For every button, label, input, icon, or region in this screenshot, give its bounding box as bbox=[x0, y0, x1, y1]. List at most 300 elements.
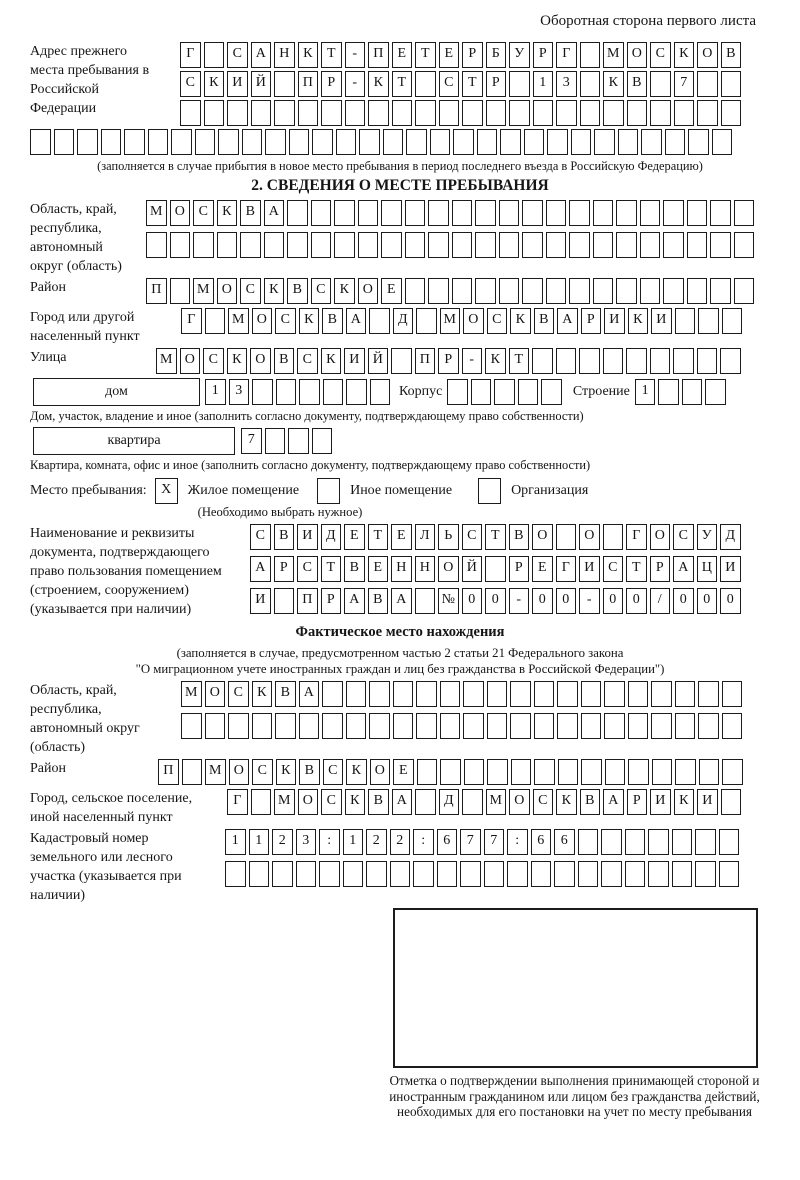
char-cell[interactable] bbox=[688, 129, 709, 155]
char-cell[interactable]: 0 bbox=[462, 588, 483, 614]
char-cell[interactable] bbox=[148, 129, 169, 155]
char-cell[interactable] bbox=[625, 829, 646, 855]
char-cell[interactable] bbox=[228, 713, 249, 739]
char-cell[interactable] bbox=[616, 200, 637, 226]
char-cell[interactable]: И bbox=[604, 308, 625, 334]
char-cell[interactable]: К bbox=[321, 348, 342, 374]
char-cell[interactable] bbox=[672, 861, 693, 887]
char-cell[interactable]: Р bbox=[486, 71, 507, 97]
char-cell[interactable] bbox=[452, 232, 473, 258]
char-cell[interactable] bbox=[439, 100, 460, 126]
char-cell[interactable]: 6 bbox=[554, 829, 575, 855]
char-cell[interactable]: Р bbox=[274, 556, 295, 582]
char-cell[interactable] bbox=[705, 379, 726, 405]
char-cell[interactable]: С bbox=[203, 348, 224, 374]
char-cell[interactable] bbox=[358, 200, 379, 226]
char-cell[interactable]: Й bbox=[368, 348, 389, 374]
char-cell[interactable] bbox=[146, 232, 167, 258]
char-cell[interactable] bbox=[672, 829, 693, 855]
char-cell[interactable] bbox=[697, 348, 718, 374]
char-cell[interactable]: К bbox=[346, 759, 367, 785]
char-cell[interactable] bbox=[381, 232, 402, 258]
char-cell[interactable] bbox=[721, 789, 742, 815]
char-cell[interactable] bbox=[534, 681, 555, 707]
char-cell[interactable]: А bbox=[250, 556, 271, 582]
char-cell[interactable]: О bbox=[532, 524, 553, 550]
char-cell[interactable]: В bbox=[274, 348, 295, 374]
char-cell[interactable]: Л bbox=[415, 524, 436, 550]
char-cell[interactable]: М bbox=[603, 42, 624, 68]
char-cell[interactable] bbox=[289, 129, 310, 155]
char-cell[interactable] bbox=[650, 100, 671, 126]
char-cell[interactable] bbox=[697, 100, 718, 126]
char-cell[interactable] bbox=[509, 71, 530, 97]
char-cell[interactable]: Е bbox=[393, 759, 414, 785]
char-cell[interactable] bbox=[522, 200, 543, 226]
char-cell[interactable] bbox=[627, 100, 648, 126]
char-cell[interactable]: П bbox=[368, 42, 389, 68]
char-cell[interactable]: 6 bbox=[437, 829, 458, 855]
char-cell[interactable] bbox=[712, 129, 733, 155]
char-cell[interactable] bbox=[651, 681, 672, 707]
char-cell[interactable] bbox=[557, 713, 578, 739]
char-cell[interactable] bbox=[428, 232, 449, 258]
char-cell[interactable]: 0 bbox=[603, 588, 624, 614]
char-cell[interactable] bbox=[556, 100, 577, 126]
char-cell[interactable] bbox=[415, 71, 436, 97]
char-cell[interactable]: С bbox=[603, 556, 624, 582]
char-cell[interactable] bbox=[296, 861, 317, 887]
char-cell[interactable] bbox=[687, 200, 708, 226]
char-cell[interactable]: К bbox=[298, 42, 319, 68]
char-cell[interactable] bbox=[218, 129, 239, 155]
char-cell[interactable]: Д bbox=[321, 524, 342, 550]
char-cell[interactable] bbox=[675, 681, 696, 707]
char-cell[interactable] bbox=[487, 713, 508, 739]
char-cell[interactable]: К bbox=[299, 308, 320, 334]
char-cell[interactable]: С bbox=[650, 42, 671, 68]
char-cell[interactable] bbox=[370, 379, 391, 405]
char-cell[interactable] bbox=[366, 861, 387, 887]
char-cell[interactable] bbox=[663, 278, 684, 304]
char-cell[interactable]: Т bbox=[462, 71, 483, 97]
char-cell[interactable] bbox=[640, 232, 661, 258]
char-cell[interactable] bbox=[569, 200, 590, 226]
char-cell[interactable] bbox=[204, 42, 225, 68]
char-cell[interactable]: Р bbox=[581, 308, 602, 334]
char-cell[interactable]: Т bbox=[485, 524, 506, 550]
char-cell[interactable] bbox=[603, 100, 624, 126]
char-cell[interactable] bbox=[604, 681, 625, 707]
char-cell[interactable] bbox=[288, 428, 309, 454]
char-cell[interactable]: К bbox=[485, 348, 506, 374]
char-cell[interactable]: О bbox=[358, 278, 379, 304]
char-cell[interactable] bbox=[650, 348, 671, 374]
char-cell[interactable] bbox=[648, 829, 669, 855]
char-cell[interactable] bbox=[415, 100, 436, 126]
char-cell[interactable] bbox=[524, 129, 545, 155]
char-cell[interactable] bbox=[532, 348, 553, 374]
char-cell[interactable]: - bbox=[345, 42, 366, 68]
char-cell[interactable] bbox=[205, 713, 226, 739]
char-cell[interactable]: С bbox=[533, 789, 554, 815]
char-cell[interactable] bbox=[593, 232, 614, 258]
char-cell[interactable] bbox=[556, 348, 577, 374]
char-cell[interactable]: С bbox=[228, 681, 249, 707]
char-cell[interactable]: О bbox=[180, 348, 201, 374]
char-cell[interactable]: М bbox=[486, 789, 507, 815]
char-cell[interactable] bbox=[580, 100, 601, 126]
char-cell[interactable]: Г bbox=[556, 42, 577, 68]
char-cell[interactable] bbox=[265, 129, 286, 155]
char-cell[interactable] bbox=[499, 278, 520, 304]
char-cell[interactable]: Т bbox=[626, 556, 647, 582]
char-cell[interactable] bbox=[510, 713, 531, 739]
char-cell[interactable] bbox=[369, 308, 390, 334]
char-cell[interactable] bbox=[722, 759, 743, 785]
char-cell[interactable]: К bbox=[674, 42, 695, 68]
char-cell[interactable] bbox=[581, 681, 602, 707]
char-cell[interactable] bbox=[464, 759, 485, 785]
char-cell[interactable]: К bbox=[510, 308, 531, 334]
char-cell[interactable] bbox=[477, 129, 498, 155]
char-cell[interactable]: Е bbox=[381, 278, 402, 304]
char-cell[interactable] bbox=[251, 789, 272, 815]
char-cell[interactable]: С bbox=[311, 278, 332, 304]
char-cell[interactable]: К bbox=[227, 348, 248, 374]
char-cell[interactable] bbox=[274, 588, 295, 614]
char-cell[interactable]: 1 bbox=[225, 829, 246, 855]
char-cell[interactable]: 0 bbox=[532, 588, 553, 614]
char-cell[interactable]: И bbox=[720, 556, 741, 582]
char-cell[interactable] bbox=[475, 232, 496, 258]
char-cell[interactable] bbox=[499, 200, 520, 226]
char-cell[interactable]: О bbox=[252, 308, 273, 334]
char-cell[interactable] bbox=[601, 829, 622, 855]
char-cell[interactable]: В bbox=[274, 524, 295, 550]
char-cell[interactable]: О bbox=[229, 759, 250, 785]
char-cell[interactable]: Р bbox=[321, 588, 342, 614]
char-cell[interactable]: О bbox=[217, 278, 238, 304]
char-cell[interactable] bbox=[170, 278, 191, 304]
char-cell[interactable] bbox=[626, 348, 647, 374]
char-cell[interactable] bbox=[312, 129, 333, 155]
char-cell[interactable]: Ь bbox=[438, 524, 459, 550]
char-cell[interactable] bbox=[651, 713, 672, 739]
char-cell[interactable]: - bbox=[345, 71, 366, 97]
char-cell[interactable] bbox=[522, 232, 543, 258]
char-cell[interactable] bbox=[695, 829, 716, 855]
char-cell[interactable] bbox=[452, 278, 473, 304]
char-cell[interactable]: С bbox=[193, 200, 214, 226]
char-cell[interactable]: О bbox=[463, 308, 484, 334]
char-cell[interactable]: В bbox=[368, 588, 389, 614]
char-cell[interactable]: С bbox=[297, 348, 318, 374]
char-cell[interactable]: И bbox=[579, 556, 600, 582]
char-cell[interactable] bbox=[593, 200, 614, 226]
char-cell[interactable]: 7 bbox=[241, 428, 262, 454]
char-cell[interactable] bbox=[484, 861, 505, 887]
char-cell[interactable] bbox=[287, 232, 308, 258]
char-cell[interactable] bbox=[346, 681, 367, 707]
char-cell[interactable]: В bbox=[299, 759, 320, 785]
char-cell[interactable]: В bbox=[240, 200, 261, 226]
char-cell[interactable] bbox=[124, 129, 145, 155]
char-cell[interactable] bbox=[416, 713, 437, 739]
char-cell[interactable]: Г bbox=[227, 789, 248, 815]
char-cell[interactable]: П bbox=[297, 588, 318, 614]
char-cell[interactable] bbox=[499, 232, 520, 258]
char-cell[interactable] bbox=[381, 200, 402, 226]
char-cell[interactable]: / bbox=[650, 588, 671, 614]
char-cell[interactable]: Н bbox=[415, 556, 436, 582]
char-cell[interactable]: Г bbox=[181, 308, 202, 334]
char-cell[interactable]: О bbox=[170, 200, 191, 226]
char-cell[interactable] bbox=[534, 713, 555, 739]
char-cell[interactable]: С bbox=[487, 308, 508, 334]
char-cell[interactable]: О bbox=[509, 789, 530, 815]
char-cell[interactable] bbox=[217, 232, 238, 258]
char-cell[interactable] bbox=[648, 861, 669, 887]
char-cell[interactable] bbox=[460, 861, 481, 887]
char-cell[interactable]: С bbox=[439, 71, 460, 97]
char-cell[interactable] bbox=[334, 200, 355, 226]
char-cell[interactable] bbox=[383, 129, 404, 155]
char-cell[interactable] bbox=[276, 379, 297, 405]
char-cell[interactable] bbox=[336, 129, 357, 155]
char-cell[interactable] bbox=[299, 713, 320, 739]
char-cell[interactable]: П bbox=[298, 71, 319, 97]
checkbox-other-premises[interactable] bbox=[317, 478, 340, 504]
char-cell[interactable]: С bbox=[297, 556, 318, 582]
char-cell[interactable]: Д bbox=[720, 524, 741, 550]
char-cell[interactable] bbox=[242, 129, 263, 155]
char-cell[interactable] bbox=[546, 200, 567, 226]
char-cell[interactable]: В bbox=[344, 556, 365, 582]
char-cell[interactable] bbox=[616, 278, 637, 304]
char-cell[interactable]: Ц bbox=[697, 556, 718, 582]
char-cell[interactable] bbox=[710, 232, 731, 258]
char-cell[interactable] bbox=[578, 829, 599, 855]
char-cell[interactable]: К bbox=[276, 759, 297, 785]
char-cell[interactable] bbox=[416, 681, 437, 707]
char-cell[interactable]: Т bbox=[392, 71, 413, 97]
char-cell[interactable] bbox=[311, 232, 332, 258]
char-cell[interactable] bbox=[507, 861, 528, 887]
char-cell[interactable]: И bbox=[297, 524, 318, 550]
char-cell[interactable] bbox=[346, 379, 367, 405]
char-cell[interactable] bbox=[557, 681, 578, 707]
char-cell[interactable]: А bbox=[392, 789, 413, 815]
char-cell[interactable] bbox=[390, 861, 411, 887]
char-cell[interactable] bbox=[453, 129, 474, 155]
char-cell[interactable] bbox=[440, 681, 461, 707]
char-cell[interactable] bbox=[734, 200, 755, 226]
char-cell[interactable] bbox=[54, 129, 75, 155]
char-cell[interactable]: К bbox=[345, 789, 366, 815]
char-cell[interactable] bbox=[578, 861, 599, 887]
char-cell[interactable]: И bbox=[344, 348, 365, 374]
char-cell[interactable]: С bbox=[673, 524, 694, 550]
char-cell[interactable] bbox=[494, 379, 515, 405]
char-cell[interactable]: М bbox=[156, 348, 177, 374]
char-cell[interactable] bbox=[581, 713, 602, 739]
char-cell[interactable]: П bbox=[415, 348, 436, 374]
char-cell[interactable]: Р bbox=[462, 42, 483, 68]
char-cell[interactable] bbox=[593, 278, 614, 304]
char-cell[interactable] bbox=[541, 379, 562, 405]
char-cell[interactable]: П bbox=[158, 759, 179, 785]
char-cell[interactable] bbox=[406, 129, 427, 155]
char-cell[interactable] bbox=[640, 278, 661, 304]
char-cell[interactable]: В bbox=[580, 789, 601, 815]
char-cell[interactable] bbox=[462, 100, 483, 126]
char-cell[interactable] bbox=[682, 379, 703, 405]
char-cell[interactable] bbox=[343, 861, 364, 887]
char-cell[interactable]: 2 bbox=[390, 829, 411, 855]
char-cell[interactable]: А bbox=[299, 681, 320, 707]
char-cell[interactable] bbox=[392, 100, 413, 126]
char-cell[interactable]: К bbox=[264, 278, 285, 304]
char-cell[interactable] bbox=[171, 129, 192, 155]
char-cell[interactable]: А bbox=[557, 308, 578, 334]
char-cell[interactable] bbox=[369, 713, 390, 739]
char-cell[interactable]: С bbox=[227, 42, 248, 68]
char-cell[interactable] bbox=[430, 129, 451, 155]
char-cell[interactable] bbox=[274, 100, 295, 126]
char-cell[interactable]: : bbox=[319, 829, 340, 855]
char-cell[interactable]: 0 bbox=[556, 588, 577, 614]
char-cell[interactable]: Г bbox=[180, 42, 201, 68]
char-cell[interactable] bbox=[640, 200, 661, 226]
char-cell[interactable] bbox=[272, 861, 293, 887]
char-cell[interactable]: 7 bbox=[484, 829, 505, 855]
char-cell[interactable] bbox=[628, 759, 649, 785]
char-cell[interactable]: 7 bbox=[460, 829, 481, 855]
char-cell[interactable]: К bbox=[603, 71, 624, 97]
char-cell[interactable] bbox=[675, 308, 696, 334]
char-cell[interactable] bbox=[698, 308, 719, 334]
char-cell[interactable]: С bbox=[250, 524, 271, 550]
char-cell[interactable]: А bbox=[673, 556, 694, 582]
char-cell[interactable]: 2 bbox=[366, 829, 387, 855]
char-cell[interactable] bbox=[522, 278, 543, 304]
char-cell[interactable] bbox=[369, 681, 390, 707]
char-cell[interactable] bbox=[546, 278, 567, 304]
char-cell[interactable] bbox=[486, 100, 507, 126]
char-cell[interactable] bbox=[463, 713, 484, 739]
char-cell[interactable] bbox=[413, 861, 434, 887]
char-cell[interactable]: 1 bbox=[635, 379, 656, 405]
char-cell[interactable] bbox=[500, 129, 521, 155]
char-cell[interactable] bbox=[393, 681, 414, 707]
char-cell[interactable] bbox=[358, 232, 379, 258]
char-cell[interactable] bbox=[534, 759, 555, 785]
char-cell[interactable]: Т bbox=[415, 42, 436, 68]
char-cell[interactable] bbox=[698, 681, 719, 707]
char-cell[interactable] bbox=[518, 379, 539, 405]
char-cell[interactable]: Й bbox=[251, 71, 272, 97]
char-cell[interactable]: Е bbox=[368, 556, 389, 582]
char-cell[interactable]: Р bbox=[650, 556, 671, 582]
char-cell[interactable]: О bbox=[250, 348, 271, 374]
char-cell[interactable] bbox=[322, 713, 343, 739]
char-cell[interactable] bbox=[359, 129, 380, 155]
char-cell[interactable]: Й bbox=[462, 556, 483, 582]
char-cell[interactable] bbox=[695, 861, 716, 887]
char-cell[interactable]: А bbox=[391, 588, 412, 614]
char-cell[interactable]: О bbox=[438, 556, 459, 582]
char-cell[interactable] bbox=[346, 713, 367, 739]
char-cell[interactable] bbox=[322, 681, 343, 707]
char-cell[interactable] bbox=[428, 200, 449, 226]
char-cell[interactable] bbox=[275, 713, 296, 739]
char-cell[interactable]: С bbox=[252, 759, 273, 785]
char-cell[interactable] bbox=[658, 379, 679, 405]
char-cell[interactable] bbox=[204, 100, 225, 126]
char-cell[interactable]: Т bbox=[368, 524, 389, 550]
char-cell[interactable] bbox=[652, 759, 673, 785]
char-cell[interactable]: К bbox=[204, 71, 225, 97]
char-cell[interactable] bbox=[170, 232, 191, 258]
char-cell[interactable] bbox=[77, 129, 98, 155]
char-cell[interactable] bbox=[675, 759, 696, 785]
char-cell[interactable] bbox=[618, 129, 639, 155]
char-cell[interactable]: В bbox=[627, 71, 648, 97]
char-cell[interactable]: К bbox=[217, 200, 238, 226]
char-cell[interactable] bbox=[251, 100, 272, 126]
char-cell[interactable] bbox=[405, 278, 426, 304]
char-cell[interactable]: М bbox=[193, 278, 214, 304]
char-cell[interactable]: К bbox=[334, 278, 355, 304]
char-cell[interactable] bbox=[249, 861, 270, 887]
char-cell[interactable]: О bbox=[205, 681, 226, 707]
char-cell[interactable] bbox=[721, 71, 742, 97]
char-cell[interactable] bbox=[603, 524, 624, 550]
char-cell[interactable]: 3 bbox=[296, 829, 317, 855]
char-cell[interactable]: С bbox=[180, 71, 201, 97]
char-cell[interactable]: Е bbox=[391, 524, 412, 550]
char-cell[interactable]: С bbox=[240, 278, 261, 304]
char-cell[interactable] bbox=[252, 713, 273, 739]
char-cell[interactable]: Б bbox=[486, 42, 507, 68]
char-cell[interactable] bbox=[722, 308, 743, 334]
char-cell[interactable] bbox=[511, 759, 532, 785]
char-cell[interactable] bbox=[663, 200, 684, 226]
char-cell[interactable] bbox=[405, 200, 426, 226]
char-cell[interactable] bbox=[240, 232, 261, 258]
char-cell[interactable]: У bbox=[509, 42, 530, 68]
char-cell[interactable] bbox=[393, 713, 414, 739]
char-cell[interactable]: А bbox=[603, 789, 624, 815]
char-cell[interactable] bbox=[428, 278, 449, 304]
char-cell[interactable]: 3 bbox=[229, 379, 250, 405]
char-cell[interactable] bbox=[30, 129, 51, 155]
char-cell[interactable] bbox=[719, 829, 740, 855]
char-cell[interactable] bbox=[625, 861, 646, 887]
char-cell[interactable] bbox=[475, 200, 496, 226]
char-cell[interactable] bbox=[299, 379, 320, 405]
char-cell[interactable]: В bbox=[322, 308, 343, 334]
char-cell[interactable]: Е bbox=[532, 556, 553, 582]
char-cell[interactable]: М bbox=[146, 200, 167, 226]
char-cell[interactable] bbox=[604, 713, 625, 739]
char-cell[interactable] bbox=[195, 129, 216, 155]
char-cell[interactable] bbox=[311, 200, 332, 226]
char-cell[interactable] bbox=[674, 100, 695, 126]
char-cell[interactable]: 0 bbox=[626, 588, 647, 614]
char-cell[interactable]: В bbox=[721, 42, 742, 68]
